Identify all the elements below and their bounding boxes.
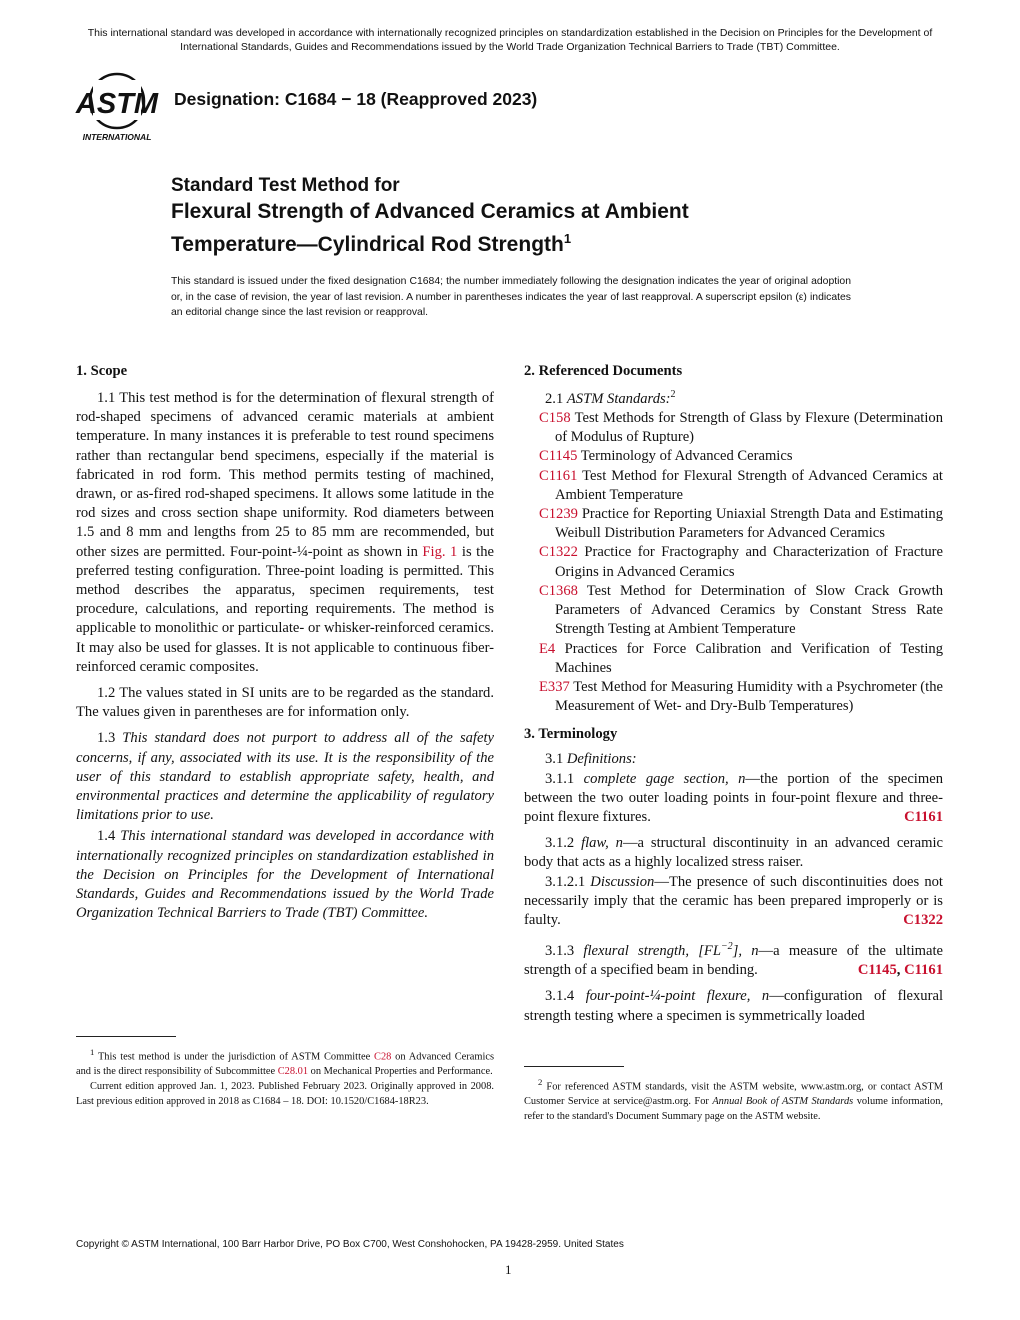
page-number: 1 <box>505 1262 512 1277</box>
reference-title: Practice for Reporting Uniaxial Strength Data and Estimating Weibull Distribution Parameters for Advanced Ceramics <box>555 506 943 542</box>
scope-heading: 1. Scope <box>76 363 128 379</box>
t5-term: four-point-¼-point flexure, n <box>585 988 770 1005</box>
t3-ref-c1322[interactable]: C1322 <box>903 911 943 928</box>
reference-item <box>524 640 943 678</box>
scope-paragraph-4 <box>76 827 494 923</box>
reference-title: Test Method for Flexural Strength of Advanced Ceramics at Ambient Temperature <box>555 467 943 503</box>
reference-item <box>524 505 943 543</box>
t5-num: 3.1.4 <box>545 988 586 1005</box>
fig1-link[interactable]: Fig. 1 <box>422 543 458 560</box>
footnote-2-italic: Annual Book of ASTM Standards <box>712 1096 854 1108</box>
reference-item <box>524 467 943 505</box>
refdocs-heading: 2. Referenced Documents <box>524 363 683 379</box>
reference-code-link[interactable]: E4 <box>539 640 556 657</box>
definitions-subheading <box>524 750 943 769</box>
t1-term: complete gage section, n <box>583 770 746 787</box>
scope-p3-text: This standard does not purport to address all of the safety concerns, if any, associated with its use. It is the responsibility of the user of this standard to establish appropriate safety, health, and environmental practices and determine the applicability of regulatory limitations prior to use. <box>76 730 494 824</box>
t4-ref-sep: , <box>896 962 905 979</box>
terminology-heading: 3. Terminology <box>524 726 618 743</box>
term-flaw <box>524 834 943 872</box>
footnote-2-part-b: volume information, refer to the standard's Document Summary page on the ASTM website. <box>524 1096 943 1123</box>
reference-title: Terminology of Advanced Ceramics <box>577 448 793 465</box>
reference-code-link[interactable]: C1161 <box>539 467 578 484</box>
designation: Designation: C1684 − 18 (Reapproved 2023) <box>174 89 538 109</box>
footnote-2-text <box>524 1075 943 1125</box>
reference-code-link[interactable]: E337 <box>539 678 570 695</box>
title-line-1: Standard Test Method for <box>171 175 400 196</box>
footnote-rule-left <box>76 1036 176 1037</box>
term-flexural-strength <box>524 937 943 980</box>
defs-num: 3.1 <box>545 751 567 768</box>
logo-text: ASTM <box>75 88 159 120</box>
astm-logo-graphic <box>73 72 161 144</box>
right-column <box>524 362 943 1026</box>
term-discussion <box>524 873 943 931</box>
refdocs-sub-label: ASTM Standards: <box>566 390 671 407</box>
term-four-point-quarter-point <box>524 987 943 1025</box>
t4-num: 3.1.3 <box>545 943 584 959</box>
footnote-2-part-a: For referenced ASTM standards, visit the ASTM website, www.astm.org, or contact ASTM Customer Service at service@astm.org. For <box>524 1081 943 1108</box>
refdocs-sub-mark: 2 <box>670 389 676 400</box>
t4-refs <box>837 961 943 980</box>
t3-term: Discussion <box>590 873 655 890</box>
term-complete-gage-section <box>524 770 943 828</box>
reference-code-link[interactable]: C1239 <box>539 506 578 523</box>
refdocs-sub-num: 2.1 <box>545 390 567 407</box>
title-line-3 <box>171 225 689 258</box>
t2-num: 3.1.2 <box>545 835 582 852</box>
t3-text: —The presence of such discontinuities does not necessarily imply that the ceramic has been prepared improperly or is faulty. <box>524 873 943 928</box>
scope-paragraph-2: 1.2 The values stated in SI units are to be regarded as the standard. The values given in parentheses are for information only. <box>76 685 494 721</box>
reference-item <box>524 447 943 466</box>
footnote-2-mark: 2 <box>538 1077 543 1087</box>
reference-title: Practice for Fractography and Characterization of Fracture Origins in Advanced Ceramics <box>555 544 943 580</box>
scope-paragraph-1 <box>76 389 494 677</box>
title-line-3-text: Temperature—Cylindrical Rod Strength <box>171 233 564 256</box>
scope-p4-num: 1.4 <box>97 828 121 845</box>
reference-code-link[interactable]: C1322 <box>539 544 578 561</box>
reference-item <box>524 582 943 640</box>
document-title <box>171 174 689 258</box>
t4-sup: −2 <box>720 941 733 953</box>
referenced-documents-list <box>524 409 943 716</box>
t5-text: —configuration of flexural strength testing where a specimen is symmetrically loaded <box>524 988 943 1024</box>
scope-p1-text-a: 1.1 This test method is for the determination of flexural strength of rod-shaped specimens of advanced ceramic materials at ambient temperature. In many instances it is preferable to test round specimens rather than rectangular bend specimens, especially if the material is fabricated in rod form. This method permits testing of machined, drawn, or as-fired rod-shaped specimens. It allows some latitude in the rod sizes and cross section shape uniformity. Rod diameters between 1.5 and 8 mm and lengths from 25 to 85 mm are recommended, but other sizes are permitted. Four-point-¼-point as shown in <box>76 390 494 560</box>
scope-p1-text-b: is the preferred testing configuration. Three-point loading is permitted. This method describes the apparatus, specimen requirements, test procedure, calculations, and reporting requirements. The method is applicable to monolithic or particulate- or whisker-reinforced ceramics. It may also be used for glasses. It is not applicable to continuous fiber-reinforced ceramic composites. <box>76 543 494 675</box>
footnote-1-part-c: on Mechanical Properties and Performance. <box>308 1066 493 1078</box>
t4-text: —a measure of the ultimate strength of a specified beam in bending. <box>524 943 943 979</box>
scope-p3-num: 1.3 <box>97 730 123 747</box>
t4-term2: ], n <box>732 943 759 959</box>
footnote-2 <box>524 1075 943 1125</box>
astm-logo <box>73 72 161 144</box>
footnote-1-part-b: on Advanced Ceramics and is the direct responsibility of Subcommittee <box>76 1051 494 1078</box>
top-notice: This international standard was developed in accordance with internationally recognized principles on standardization established in the Decision on Principles for the Development of International Standards, Guides and Recommendations issued by the World Trade Organization Technical Barriers to Trade (TBT) Committee. <box>87 27 933 53</box>
footnote-1-part-a: This test method is under the jurisdiction of ASTM Committee <box>94 1051 375 1063</box>
committee-c28-link[interactable]: C28 <box>374 1051 392 1063</box>
reference-code-link[interactable]: C1145 <box>539 448 578 465</box>
footnote-1 <box>76 1045 494 1110</box>
scope-p4-text: This international standard was developed in accordance with internationally recognized principles on standardization established in the Decision on Principles for the Development of International Standards, Guides and Recommendations issued by the World Trade Organization Technical Barriers to Trade (TBT) Committee. <box>76 828 495 922</box>
reference-title: Test Method for Determination of Slow Crack Growth Parameters of Advanced Ceramics by Constant Stress Rate Strength Testing at Ambient Temperature <box>555 582 943 638</box>
copyright-notice: Copyright © ASTM International, 100 Barr Harbor Drive, PO Box C700, West Conshohocken, PA 19428-2959. United States <box>76 1239 624 1250</box>
footnote-1-text <box>76 1045 494 1080</box>
title-footnote-mark: 1 <box>563 231 572 246</box>
t3-num: 3.1.2.1 <box>545 873 591 890</box>
left-column <box>76 362 494 923</box>
t4-ref-c1145[interactable]: C1145 <box>857 962 897 979</box>
footnote-rule-right <box>524 1066 624 1067</box>
logo-subtext: INTERNATIONAL <box>82 132 152 142</box>
t4-ref-c1161[interactable]: C1161 <box>904 962 943 979</box>
t1-text: —the portion of the specimen between the two outer loading points in four-point flexure and three-point flexure fixtures. <box>524 770 943 825</box>
t1-ref-c1161[interactable]: C1161 <box>904 808 943 825</box>
defs-label: Definitions: <box>566 751 637 768</box>
reference-item <box>524 543 943 581</box>
subcommittee-c28-01-link[interactable]: C28.01 <box>277 1066 309 1078</box>
reference-title: Test Methods for Strength of Glass by Flexure (Determination of Modulus of Rupture) <box>555 410 943 446</box>
footnote-1-edition: Current edition approved Jan. 1, 2023. Published February 2023. Originally approved in 2008. Last previous edition approved in 2018 as C1684 – 18. DOI: 10.1520/C1684-18R23. <box>76 1081 494 1107</box>
reference-code-link[interactable]: C158 <box>539 410 571 427</box>
reference-code-link[interactable]: C1368 <box>539 582 578 599</box>
scope-paragraph-3 <box>76 729 494 825</box>
astm-standards-subheading <box>524 385 943 409</box>
reference-item <box>524 409 943 447</box>
reference-title: Test Method for Measuring Humidity with a Psychrometer (the Measurement of Wet- and Dry-Bulb Temperatures) <box>555 678 943 715</box>
reference-title: Practices for Force Calibration and Verification of Testing Machines <box>555 640 943 676</box>
t4-term: flexural strength, [FL <box>583 943 721 959</box>
title-line-2: Flexural Strength of Advanced Ceramics at Ambient <box>171 200 689 223</box>
footnote-1-mark: 1 <box>90 1047 95 1057</box>
issued-note: This standard is issued under the fixed designation C1684; the number immediately following the designation indicates the year of original adoption or, in the case of revision, the year of last revision. A number in parentheses indicates the year of last reapproval. A superscript epsilon (ε) indicates an editorial change since the last revision or reapproval. <box>171 276 851 318</box>
reference-item <box>524 678 943 716</box>
t1-num: 3.1.1 <box>545 770 584 787</box>
t2-term: flaw, n <box>581 835 623 852</box>
t2-text: —a structural discontinuity in an advanced ceramic body that acts as a highly localized stress raiser. <box>524 835 943 871</box>
